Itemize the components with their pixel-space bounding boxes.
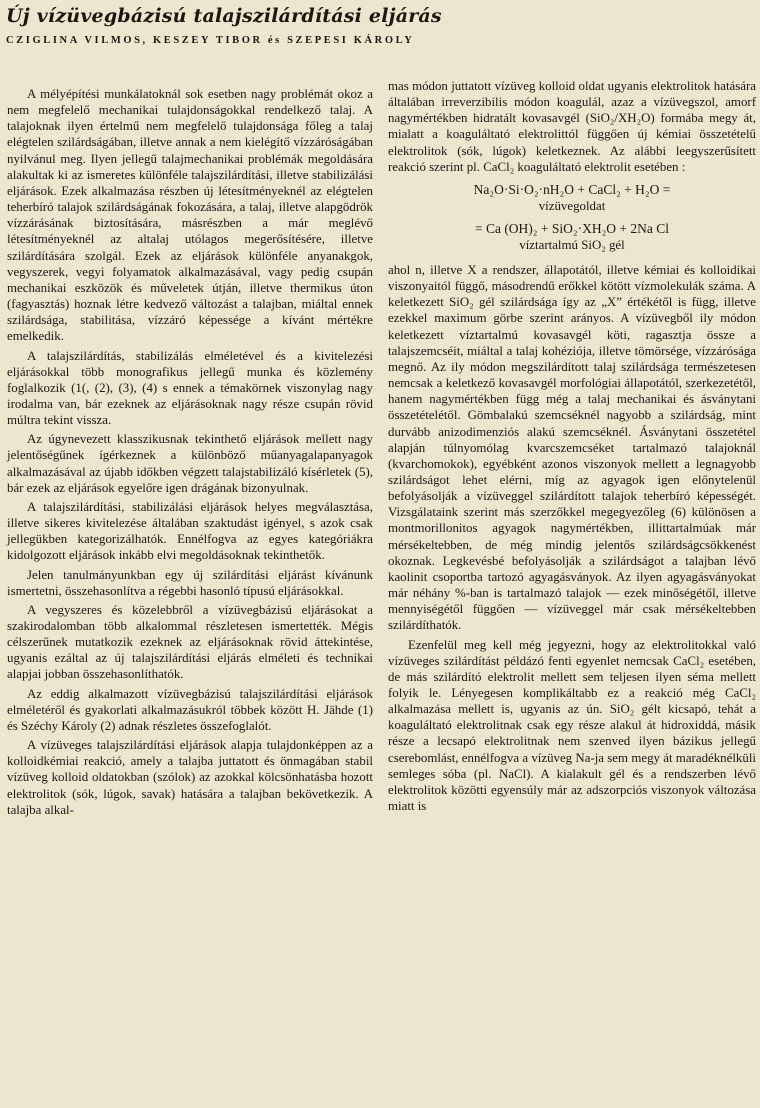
equation-label-2: víztartalmú SiO₂ gél [519,237,625,252]
paragraph-continuation: mas módon juttatott vízüveg kolloid oldat ugyanis elektrolitok hatására általában irreverzibilis módon koagulál, azaz a vízüvegszol, amorf nagymértékben hidratált kovasavgél (SiO₂/XH₂O) formába megy át, mialatt a koaguláltató elektrolittól függően új kémiai összetételű elektrolitok (sók, lúgok) keletkeznek. Az alábbi leegyszerűsített reakció szerint pl. CaCl₂ koaguláltató elektrolit esetében : [388,79,756,174]
article-authors: CZIGLINA VILMOS, KESZEY TIBOR és SZEPESI KÁROLY [6,35,415,46]
paragraph: Az úgynevezett klasszikusnak tekinthető eljárások mellett nagy jelentőségűnek ígérkeznek a különböző műanyagalapanyagok alkalmazásával az újabb időkben végzett talajstabilizáló kísérletek (5), bár ezek az eljárások egyelőre igen drágának bizonyulnak. [7,432,373,495]
equation-line-2: = Ca (OH)₂ + SiO₂·XH₂O + 2Na Cl [474,220,670,236]
paragraph: A mélyépítési munkálatoknál sok esetben nagy problémát okoz a nem megfelelő mechanikai tulajdonságokkal rendelkező talaj. A talajoknak ilyen értelmű nem megfelelő tulajdonsága főleg a talaj elégtelen szilárdságában, illetve annak a nem kielégítő vízzáróságában nyilvánul meg. Ilyen jellegű talajmechanikai problémák megoldására alakultak ki az ismeretes különféle talajszilárdítási, illetve stabilizálási eljárások. Ezek alkalmazása részben új létesítményeknél az elégtelen teherbíró talajok szilárdságának fokozására, a talaj, illetve alapgödrök vízzárásának biztosítására, másrészben a már meglévő létesítményeknél az altalaj utólagos megerősítésére, illetve szilárdítására szolgál. Ezek az eljárások különféle anyanakgok, vegyszerek, vegyi folyamatok alkalmazásával, vagy pedig csupán mechanikai eszközök és műveletek útján, illetve thermikus úton (fagyasztás) hoznak létre kedvező változást a talajban, miáltal ennek szilárdsága, stabilitása, vízzáró képessége a kívánt mértékre emelkedik. [7,87,373,344]
paragraph: Ezenfelül meg kell még jegyezni, hogy az elektrolitokkal való vízüveges szilárdítást példázó fenti egyenlet nemcsak CaCl₂ esetében, de más szilárdító elektrolit mellett sem teljesen ilyen séma mellett folyik le. Lényegesen komplikáltabb ez a reakció még CaCl₂ alkalmazása mellett is, ugyanis az ún. SiO₂ gélt kicsapó, tehát a koaguláltató elektrolitnak csak egy része alakul át hidroxiddá, másik része a lecsapó elektrolitnak nem szenved ilyen bázikus jellegű cserebomlást, ennélfogva a vízüveg Na-ja sem megy át maradéknélküli semleges sóba (pl. NaCl). A kialakult gél és a rendszerben lévő elektrolitok közötti egyensúly már az adszorpciós viszonyok változása miatt is [388,637,756,814]
paragraph: Az eddig alkalmazott vízüvegbázisú talajszilárdítási eljárások elméletéről és gyakorlati alkalmazásukról többek között H. Jähde (1) és Széchy Károly (2) adnak részletes összefoglalót. [7,686,373,733]
equation-label-1: vízüvegoldat [538,198,606,213]
article-title: Új vízüvegbázisú talajszilárdítási eljárás [6,5,442,27]
paragraph: Jelen tanulmányunkban egy új szilárdítási eljárást kívánunk ismertetni, összehasonlítva a régebbi hasonló típusú eljárásokkal. [7,567,373,598]
paragraph: A talajszilárdítás, stabilizálás elméletével és a kivitelezési eljárásokkal több monografikus jellegű munka és közlemény foglalkozik (1(, (2), (3), (4) s ennek a témakörnek viszonylag nagy irodalma van, bár ezeknek az eljárásoknak nagy része csupán rövid múltra tekint vissza. [7,348,373,428]
paragraph: ahol n, illetve X a rendszer, állapotától, illetve kémiai és kolloidikai viszonyaitól függő, másodrendű erőkkel kötött vízmolekulák száma. A keletkezett SiO₂ gél szilárdsága így az „X” értékétől is függ, illetve ezekkel maximum görbe szerint arányos. A vízüvegből ily módon keletkezett víztartalmú kovasavgél köti, ragasztja össze a talajszemcséit, miáltal a talaj kohéziója, illetve tömörsége, vízzárósága megnő. Az ily módon megszilárdított talaj szilárdsága természetesen nemcsak a keletkező kovasavgél morfológiai állapotától, szerkezetétől, hanem nagymértékben függ még a talaj mechanikai és ásványtani összetételétől. Gömbalakú szemcséknél nagyobb a szilárdság, mint durvább anizodimenziós alakú szemcséknél. Ásványtani összetétel alapján túlnyomólag kvarcszemcséket tartalmazó talajoknál (kvarchomokok), egyébként azonos viszonyok mellett a legnagyobb szilárdságot lehet elérni, míg az agyagok igen előnytelenül befolyásolják a vízüveggel szilárdított talajok teherbíró képességét. Vizsgálataink szerint más szerzőkkel megegyezőleg (6) különösen a montmorillonitos agyagok nagymértékben, illittartalmúak már mérsékeltebben, de még mindig jelentős szilárdságcsökkenést okoznak. Legkevésbé befolyásolják a szilárdságot a talajban lévő kaolinit csoportba tartozó agyagásványok. Az ilyen agyagásványokat már néhány %-ban is tartalmazó talajok — ezek minőségétől, illetve mennyiségétől függően — vízüveggel már csak mérsékeltebben szilárdíthatók. [388,262,756,633]
equation-line-1: Na₂O·Si·O₂·nH₂O + CaCl₂ + H₂O = [473,181,671,197]
right-column [388,78,756,817]
reaction-equation [388,181,756,254]
paragraph: A vízüveges talajszilárdítási eljárások alapja tulajdonképpen az a kolloidkémiai reakció, amely a talajba juttatott és önmagában stabil vízüveg kolloid oldatokban (szólok) az azokkal kölcsönhatásba hozott elektrolitok (sók, lúgok, savak) hatására a talajban bekövetkezik. A talajba alkal- [7,738,373,817]
left-column [7,86,373,821]
paragraph: A vegyszeres és közelebbről a vízüvegbázisú eljárásokat a szakirodalomban több alkalommal részletesen ismertették. Mégis célszerűnek mutatkozik ezeknek az eljárásoknak rövid áttekintése, ugyanis ezáltal az új talajszilárdítási eljárás elméleti és technikai alapjai jobban összehasonlíthatók. [7,602,373,682]
paragraph: A talajszilárdítási, stabilizálási eljárások helyes megválasztása, illetve sikeres kivitelezése általában szaktudást igényel, s azok csak jellegükben kategorizálhatók. Ennélfogva az egyes kategóriákra kidolgozott eljárások inkább elvi megoldásoknak tekinthetők. [7,499,373,563]
